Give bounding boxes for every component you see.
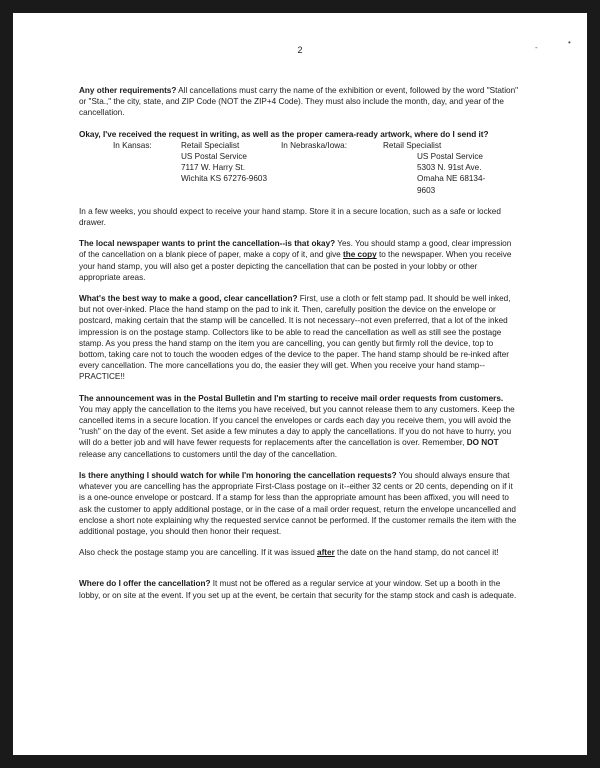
margin-mark: - (535, 43, 538, 52)
paragraph-watch-for (79, 470, 519, 537)
address-line: 7117 W. Harry St. (181, 163, 246, 173)
address-line: Retail Specialist (383, 140, 442, 150)
spacer (79, 568, 519, 578)
address-line: Retail Specialist (181, 140, 240, 150)
paragraph-receive-stamp (79, 206, 519, 228)
address-line: US Postal Service (417, 152, 483, 162)
answer: to the newspaper. When you receive your hand stamp, you will also get a poster depicting the cancellation that can be posted in your lobby or other appropriate areas. (79, 250, 512, 282)
underlined-text: after (317, 548, 335, 558)
answer: release any cancellations to customers until the day of the cancellation. (79, 449, 338, 459)
question: Where do I offer the cancellation? (79, 579, 211, 589)
page-number: 2 (297, 45, 303, 55)
question: What's the best way to make a good, clear cancellation? (79, 294, 298, 304)
answer: All cancellations must carry the name of the exhibition or event, followed by the word "Station" or "Sta.," the city, state, and ZIP Code (NOT the ZIP+4 Code). They must also include the month, day, and year of the cancellation. (79, 86, 519, 118)
address-line: Wichita KS 67276-9603 (181, 174, 268, 184)
document-body (79, 85, 519, 611)
paragraph-other-requirements (79, 85, 519, 119)
address-line: Omaha NE 68134-9603 (417, 174, 486, 195)
address-line: US Postal Service (181, 152, 247, 162)
kansas-label: In Kansas: (113, 140, 152, 150)
question: The local newspaper wants to print the cancellation--is that okay? (79, 239, 336, 249)
emphasis: DO NOT (466, 438, 499, 448)
question: The announcement was in the Postal Bulletin and I'm starting to receive mail order requests from customers. (79, 393, 504, 403)
answer: In a few weeks, you should expect to receive your hand stamp. Store it in a secure location, such as a safe or locked drawer. (79, 206, 501, 228)
answer: Yes. You should stamp a good, clear impression of the cancellation on a blank piece of paper, make a copy of it, and give (79, 239, 512, 260)
nebraska-label: In Nebraska/Iowa: (281, 140, 347, 150)
nebraska-address (383, 140, 501, 196)
paragraph-postal-bulletin (79, 393, 519, 460)
answer: Also check the postage stamp you are cancelling. If it was issued (79, 548, 318, 558)
question: Any other requirements? (79, 86, 177, 95)
answer: First, use a cloth or felt stamp pad. It should be well inked, but not over-inked. Place the hand stamp on the pad to ink it. Then, carefully position the device on the envelope or postcard, making certain that the stamp will be cancelled. It is not necessary--not even preferred, that a lot of the inked impression is on the postage stamp. Collectors like to be able to read the cancellation as well as still see the postage stamp. As you press the hand stamp on the item you are cancelling, you can gently but firmly roll the device, top to bottom, taking care not to touch the wooden edges of the device to the paper. The hand stamp should be re-inked after every cancellation. The more cancellations you do, the easier they will get. When you receive your hand stamp--PRACTICE!! (79, 294, 511, 382)
question: Okay, I've received the request in writing, as well as the proper camera-ready artwork, where do I send it? (79, 129, 489, 139)
paragraph-send-it (79, 129, 519, 140)
address-block (79, 140, 519, 196)
underlined-text: the copy (343, 250, 377, 260)
paragraph-where-offer (79, 578, 519, 600)
document-page (13, 13, 587, 755)
paragraph-clear-cancellation (79, 293, 519, 383)
answer: You should always ensure that whatever you are cancelling has the appropriate First-Class postage on it--either 32 cents or 20 cents, depending on if it is a one-ounce envelope or postcard. If a stamp for less than the appropriate amount has been affixed, you will need to ask the customer to apply additional postage, or in the case of a mail order request, return the envelope uncancelled and enclose a short note explaining why the requested service cannot be performed. If the customer remails the item with the additional postage, you should then honor their request. (79, 470, 517, 536)
paragraph-newspaper (79, 238, 519, 283)
answer: It must not be offered as a regular service at your window. Set up a booth in the lobby, or on site at the event. If you set up at the event, be certain that security for the stamp stock and cash is adequate. (79, 579, 517, 600)
answer: You may apply the cancellation to the items you have received, but you cannot release them to any customers. Keep the cancelled items in a secure location. If you cancel the envelopes or cards each day you receive them, you will avoid the "rush" on the day of the event. Set aside a few minutes a day to apply the cancellations. If you do not have to hurry, you will do a better job and will have fewer requests for replacements after the cancellation is over. Remember, (79, 404, 515, 448)
answer: the date on the hand stamp, do not cancel it! (334, 548, 499, 558)
kansas-address (181, 140, 281, 196)
paragraph-check-stamp (79, 547, 519, 558)
margin-mark: • (568, 38, 571, 47)
address-line: 5303 N. 91st Ave. (417, 163, 482, 173)
question: Is there anything I should watch for while I'm honoring the cancellation requests? (79, 470, 397, 480)
